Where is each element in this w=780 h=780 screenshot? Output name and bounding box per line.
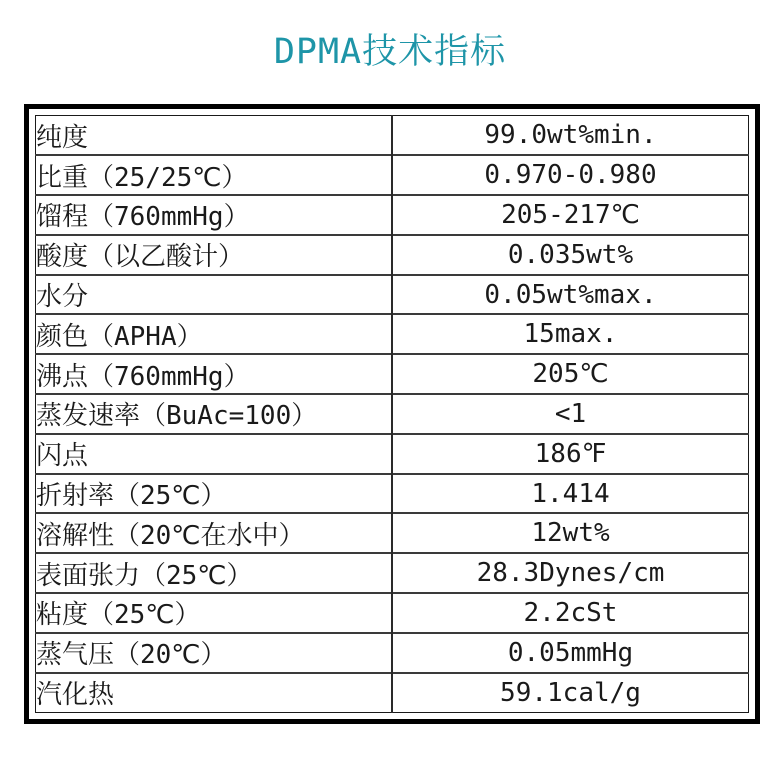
property-value: 12wt% xyxy=(392,513,749,553)
property-value: 205-217℃ xyxy=(392,195,749,235)
table-row xyxy=(36,314,749,354)
property-label: 溶解性（20℃在水中） xyxy=(36,513,393,553)
property-label: 比重（25/25℃） xyxy=(36,155,393,195)
property-label: 折射率（25℃） xyxy=(36,474,393,514)
property-value: 0.05mmHg xyxy=(392,633,749,673)
table-row xyxy=(36,155,749,195)
property-value: 28.3Dynes/cm xyxy=(392,553,749,593)
spec-table-frame xyxy=(24,104,760,724)
property-label: 表面张力（25℃） xyxy=(36,553,393,593)
property-label: 馏程（760mmHg） xyxy=(36,195,393,235)
table-row xyxy=(36,275,749,315)
table-row xyxy=(36,673,749,713)
property-label: 蒸发速率（BuAc=100） xyxy=(36,394,393,434)
property-label: 沸点（760mmHg） xyxy=(36,354,393,394)
table-row xyxy=(36,593,749,633)
table-row xyxy=(36,513,749,553)
property-value: 59.1cal/g xyxy=(392,673,749,713)
property-value: 0.970-0.980 xyxy=(392,155,749,195)
table-row xyxy=(36,235,749,275)
table-row xyxy=(36,474,749,514)
table-row xyxy=(36,195,749,235)
table-row xyxy=(36,116,749,156)
table-row xyxy=(36,394,749,434)
property-value: 0.035wt% xyxy=(392,235,749,275)
property-label: 纯度 xyxy=(36,116,393,156)
property-value: 15max. xyxy=(392,314,749,354)
property-label: 粘度（25℃） xyxy=(36,593,393,633)
property-label: 汽化热 xyxy=(36,673,393,713)
property-label: 酸度（以乙酸计） xyxy=(36,235,393,275)
property-value: 1.414 xyxy=(392,474,749,514)
property-value: 205℃ xyxy=(392,354,749,394)
table-row xyxy=(36,434,749,474)
property-value: 186℉ xyxy=(392,434,749,474)
property-value: 2.2cSt xyxy=(392,593,749,633)
page-title: DPMA技术指标 xyxy=(273,32,507,72)
spec-table xyxy=(35,115,749,713)
table-row xyxy=(36,633,749,673)
property-label: 闪点 xyxy=(36,434,393,474)
property-label: 水分 xyxy=(36,275,393,315)
property-value: <1 xyxy=(392,394,749,434)
table-row xyxy=(36,553,749,593)
property-label: 颜色（APHA） xyxy=(36,314,393,354)
property-value: 0.05wt%max. xyxy=(392,275,749,315)
table-row xyxy=(36,354,749,394)
property-label: 蒸气压（20℃） xyxy=(36,633,393,673)
property-value: 99.0wt%min. xyxy=(484,120,657,151)
